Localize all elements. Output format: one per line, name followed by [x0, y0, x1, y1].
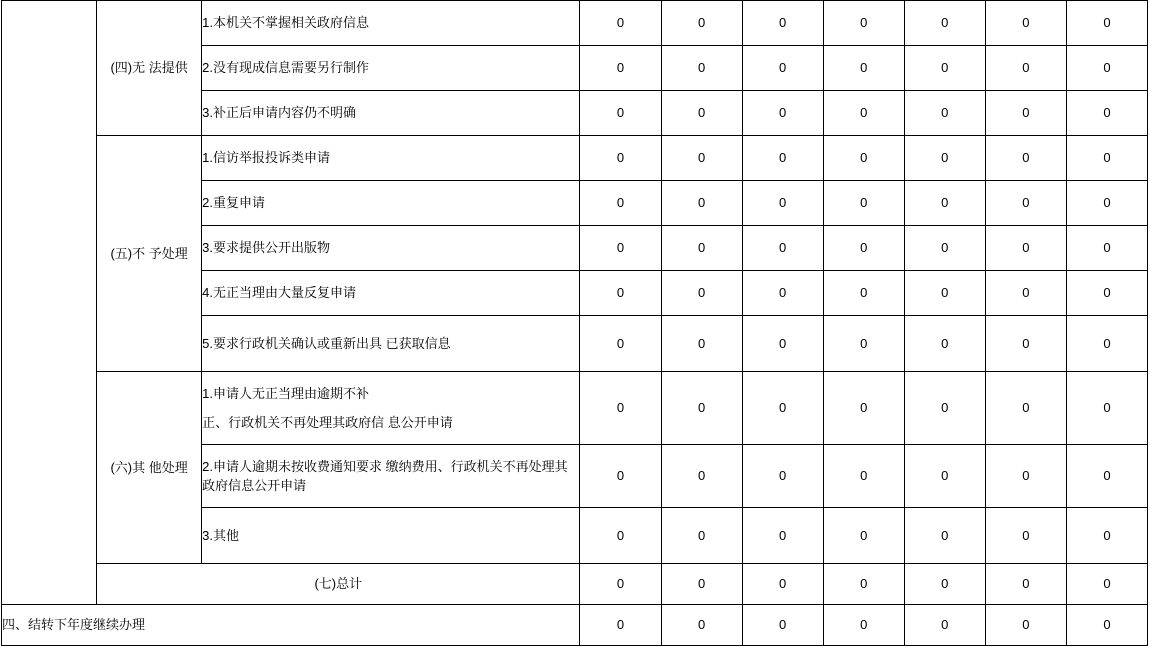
value-cell: 0: [985, 136, 1066, 181]
value-cell: 0: [823, 46, 904, 91]
outer-category-cell-carryover: 四、结转下年度继续办理: [2, 605, 580, 646]
value-cell: 0: [823, 372, 904, 445]
value-cell: 0: [823, 181, 904, 226]
value-cell: 0: [1066, 226, 1147, 271]
value-cell: 0: [580, 271, 661, 316]
value-cell: 0: [580, 91, 661, 136]
item-label-cell: 4.无正当理由大量反复申请: [202, 271, 580, 316]
value-cell: 0: [1066, 316, 1147, 372]
value-cell: 0: [823, 271, 904, 316]
value-cell: 0: [985, 564, 1066, 605]
value-cell: 0: [661, 91, 742, 136]
value-cell: 0: [823, 445, 904, 508]
value-cell: 0: [580, 508, 661, 564]
value-cell: 0: [985, 181, 1066, 226]
group-label-cell-liu: [97, 372, 202, 564]
value-cell: 0: [904, 445, 985, 508]
item-label-cell: 3.补正后申请内容仍不明确: [202, 91, 580, 136]
government-information-disclosure-table: [1, 0, 1148, 646]
value-cell: 0: [742, 508, 823, 564]
value-cell: 0: [661, 605, 742, 646]
table-row: [2, 564, 1148, 605]
value-cell: 0: [823, 136, 904, 181]
value-cell: 0: [742, 91, 823, 136]
value-cell: 0: [661, 226, 742, 271]
value-cell: 0: [1066, 508, 1147, 564]
item-label-cell: 3.其他: [202, 508, 580, 564]
value-cell: 0: [823, 508, 904, 564]
group-label-cell-qi-total: [97, 564, 580, 605]
item-label-cell: 5.要求行政机关确认或重新出具 已获取信息: [202, 316, 580, 372]
value-cell: 0: [580, 372, 661, 445]
value-cell: 0: [904, 372, 985, 445]
value-cell: 0: [985, 372, 1066, 445]
value-cell: 0: [580, 181, 661, 226]
value-cell: 0: [985, 316, 1066, 372]
value-cell: 0: [823, 91, 904, 136]
value-cell: 0: [580, 316, 661, 372]
value-cell: 0: [985, 46, 1066, 91]
group-label-text: (五)不 予处理: [110, 245, 188, 261]
value-cell: 0: [823, 564, 904, 605]
value-cell: 0: [1066, 605, 1147, 646]
item-label-cell: 1.本机关不掌握相关政府信息: [202, 1, 580, 46]
value-cell: 0: [742, 372, 823, 445]
value-cell: 0: [823, 316, 904, 372]
value-cell: 0: [742, 136, 823, 181]
value-cell: 0: [661, 564, 742, 605]
value-cell: 0: [580, 46, 661, 91]
value-cell: 0: [742, 316, 823, 372]
item-label-line-1: 1.申请人无正当理由逾期不补: [202, 385, 369, 401]
value-cell: 0: [742, 271, 823, 316]
value-cell: 0: [1066, 181, 1147, 226]
value-cell: 0: [742, 46, 823, 91]
value-cell: 0: [904, 605, 985, 646]
value-cell: 0: [823, 605, 904, 646]
value-cell: 0: [742, 445, 823, 508]
value-cell: 0: [904, 508, 985, 564]
value-cell: 0: [742, 1, 823, 46]
item-label-cell: 3.要求提供公开出版物: [202, 226, 580, 271]
group-label-text: (六)其 他处理: [110, 459, 188, 475]
item-label-cell: 2.申请人逾期未按收费通知要求 缴纳费用、行政机关不再处理其 政府信息公开申请: [202, 445, 580, 508]
value-cell: 0: [985, 271, 1066, 316]
value-cell: 0: [985, 605, 1066, 646]
value-cell: 0: [661, 46, 742, 91]
value-cell: 0: [904, 136, 985, 181]
value-cell: 0: [580, 564, 661, 605]
value-cell: 0: [580, 1, 661, 46]
table-row: [2, 605, 1148, 646]
value-cell: 0: [1066, 445, 1147, 508]
value-cell: 0: [661, 136, 742, 181]
value-cell: 0: [742, 564, 823, 605]
table-row: [2, 1, 1148, 46]
group-label-cell-si: [97, 1, 202, 136]
value-cell: 0: [823, 1, 904, 46]
value-cell: 0: [1066, 372, 1147, 445]
item-label-cell: 2.重复申请: [202, 181, 580, 226]
item-label-cell: [202, 372, 580, 445]
value-cell: 0: [661, 1, 742, 46]
value-cell: 0: [661, 508, 742, 564]
value-cell: 0: [904, 1, 985, 46]
value-cell: 0: [985, 91, 1066, 136]
value-cell: 0: [985, 508, 1066, 564]
value-cell: 0: [661, 372, 742, 445]
item-label-cell: 2.没有现成信息需要另行制作: [202, 46, 580, 91]
value-cell: 0: [904, 271, 985, 316]
value-cell: 0: [742, 226, 823, 271]
value-cell: 0: [580, 226, 661, 271]
value-cell: 0: [580, 605, 661, 646]
value-cell: 0: [904, 226, 985, 271]
value-cell: 0: [1066, 1, 1147, 46]
value-cell: 0: [823, 226, 904, 271]
table-row: [2, 136, 1148, 181]
value-cell: 0: [661, 271, 742, 316]
value-cell: 0: [742, 181, 823, 226]
item-label-line-2: 正、行政机关不再处理其政府信 息公开申请: [202, 415, 453, 430]
value-cell: 0: [985, 445, 1066, 508]
value-cell: 0: [1066, 91, 1147, 136]
value-cell: 0: [904, 316, 985, 372]
value-cell: 0: [904, 564, 985, 605]
value-cell: 0: [904, 46, 985, 91]
value-cell: 0: [580, 136, 661, 181]
value-cell: 0: [661, 316, 742, 372]
value-cell: 0: [1066, 46, 1147, 91]
group-label-cell-wu: [97, 136, 202, 372]
value-cell: 0: [904, 91, 985, 136]
value-cell: 0: [661, 181, 742, 226]
value-cell: 0: [985, 1, 1066, 46]
item-label-cell: 1.信访举报投诉类申请: [202, 136, 580, 181]
value-cell: 0: [742, 605, 823, 646]
value-cell: 0: [1066, 136, 1147, 181]
group-label-text: (四)无 法提供: [110, 60, 188, 76]
group-label-text: (七)总计: [314, 576, 363, 592]
value-cell: 0: [1066, 564, 1147, 605]
value-cell: 0: [904, 181, 985, 226]
value-cell: 0: [985, 226, 1066, 271]
value-cell: 0: [1066, 271, 1147, 316]
value-cell: 0: [580, 445, 661, 508]
value-cell: 0: [661, 445, 742, 508]
table-row: [2, 372, 1148, 445]
outer-category-cell: [2, 1, 97, 605]
